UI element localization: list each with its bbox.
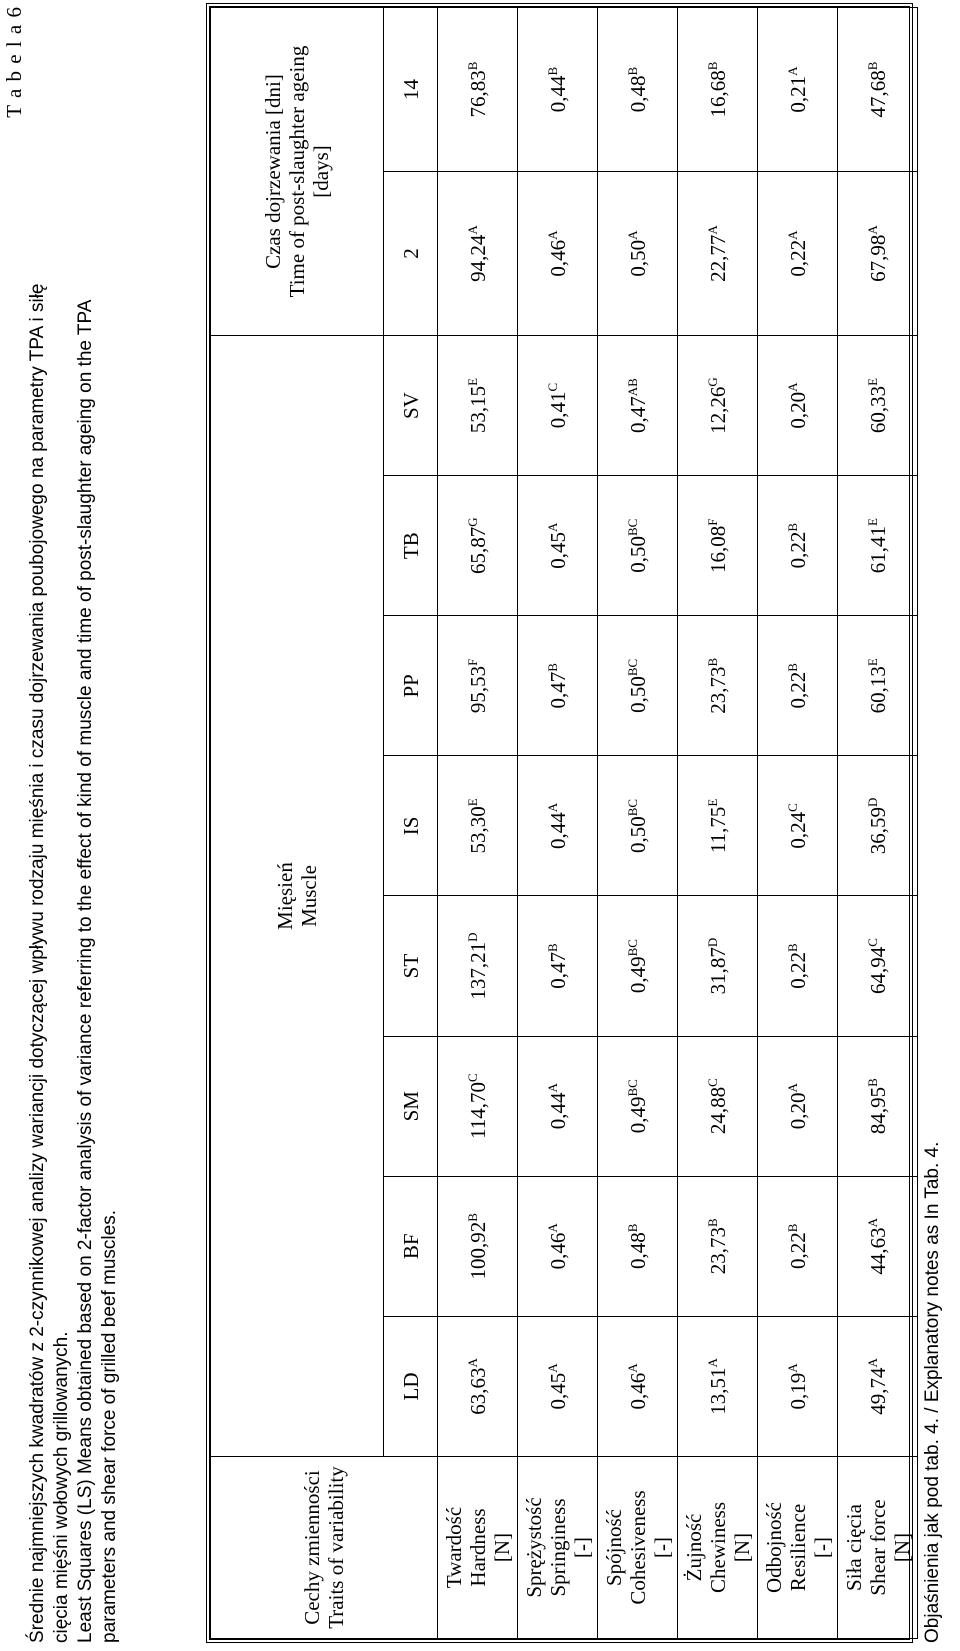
caption-polish-line-2: cięcia mięśni wołowych grillowanych.	[51, 1331, 72, 1643]
cell-value: 137,21	[465, 941, 490, 1000]
value-cell	[678, 8, 758, 172]
value-cell	[438, 616, 518, 756]
significance-letter: A	[784, 66, 800, 76]
cell-value: 0,50	[625, 676, 650, 713]
significance-letter: B	[544, 943, 560, 953]
cell-value: 100,92	[465, 1221, 490, 1280]
significance-letter: E	[704, 798, 720, 807]
value-cell	[438, 1316, 518, 1456]
significance-letter: E	[464, 377, 480, 386]
significance-letter: A	[544, 802, 560, 813]
value-cell	[678, 616, 758, 756]
value-cell	[438, 8, 518, 172]
cell-value: 0,49	[625, 956, 650, 994]
value-cell	[518, 616, 598, 756]
value-cell	[438, 172, 518, 336]
cell-value: 0,50	[625, 535, 650, 573]
muscle-header-polish: Mięsień	[273, 862, 297, 930]
cell-value: 0,44	[545, 75, 570, 113]
cell-value: 0,46	[625, 1372, 650, 1410]
significance-letter: C	[784, 803, 800, 812]
value-cell	[678, 336, 758, 476]
significance-letter: D	[704, 937, 720, 948]
value-cell	[598, 336, 678, 476]
trait-cell	[438, 1457, 518, 1639]
cell-value: 76,83	[465, 70, 490, 118]
trait-name-english: Springiness	[545, 1498, 570, 1597]
cell-value: 13,51	[705, 1367, 730, 1415]
value-cell	[518, 476, 598, 616]
significance-letter: B	[784, 522, 800, 532]
significance-letter: A	[864, 1218, 880, 1228]
value-cell	[518, 336, 598, 476]
column-header: IS	[384, 756, 438, 896]
significance-letter: A	[784, 1083, 800, 1093]
trait-unit: [-]	[569, 1537, 594, 1558]
table-frame	[206, 3, 913, 1643]
significance-letter: BC	[624, 518, 640, 536]
column-header: BF	[384, 1176, 438, 1316]
column-header: PP	[384, 616, 438, 756]
significance-letter: A	[864, 1358, 880, 1368]
trait-name-polish: Odbojność	[761, 1502, 786, 1593]
cell-value: 12,26	[705, 386, 730, 434]
significance-letter: BC	[624, 1079, 640, 1097]
corner-header-english: Traits of variability	[324, 1466, 348, 1629]
value-cell	[598, 172, 678, 336]
significance-letter: F	[704, 518, 720, 526]
cell-value: 60,33	[865, 385, 890, 434]
value-cell	[438, 896, 518, 1036]
significance-letter: C	[464, 1073, 480, 1083]
header-row-columns	[384, 8, 438, 1639]
cell-value: 0,45	[545, 532, 570, 569]
cell-value: 0,47	[625, 396, 650, 433]
significance-letter: A	[464, 225, 480, 235]
cell-value: 0,20	[785, 1092, 810, 1130]
significance-letter: B	[784, 1223, 800, 1233]
significance-letter: BC	[624, 939, 640, 957]
cell-value: 23,73	[705, 1227, 730, 1275]
cell-value: 53,30	[465, 806, 490, 854]
trait-name-english: Cohesiveness	[625, 1490, 650, 1605]
value-cell	[518, 1036, 598, 1176]
table-row	[518, 8, 598, 1639]
results-table	[210, 7, 918, 1639]
cell-value: 23,73	[705, 666, 730, 714]
significance-letter: C	[864, 938, 880, 947]
cell-value: 31,87	[705, 947, 730, 995]
significance-letter: B	[624, 66, 640, 76]
column-header: SV	[384, 336, 438, 476]
cell-value: 0,46	[545, 239, 570, 277]
table-footnote: Objaśnienia jak pod tab. 4. / Explanatory notes as In Tab. 4.	[922, 1141, 943, 1643]
value-cell	[758, 896, 838, 1036]
value-cell	[838, 756, 918, 896]
cell-value: 11,75	[705, 806, 730, 854]
cell-value: 64,94	[865, 946, 890, 995]
cell-value: 0,21	[785, 75, 810, 113]
value-cell	[598, 756, 678, 896]
cell-value: 0,48	[625, 75, 650, 113]
muscle-header-english: Muscle	[297, 865, 321, 927]
value-cell	[598, 1316, 678, 1456]
value-cell	[518, 1176, 598, 1316]
value-cell	[438, 336, 518, 476]
cell-value: 95,53	[465, 665, 490, 714]
cell-value: 61,41	[865, 526, 890, 574]
value-cell	[758, 1176, 838, 1316]
significance-letter: BC	[624, 798, 640, 817]
value-cell	[838, 336, 918, 476]
significance-letter: G	[704, 377, 720, 387]
significance-letter: A	[544, 230, 560, 240]
trait-name-polish: Twardość	[441, 1506, 466, 1589]
value-cell	[438, 1176, 518, 1316]
caption-polish-line-1: Średnie najmniejszych kwadratów z 2-czynnikowej analizy wariancji dotyczącej wpływu rodzaju mięśnia i czasu dojrzewania poubojowego na parametry TPA i siłę	[27, 283, 48, 1643]
significance-letter: A	[704, 225, 720, 235]
cell-value: 24,88	[705, 1086, 730, 1135]
significance-letter: A	[864, 225, 880, 235]
significance-letter: B	[864, 1078, 880, 1087]
value-cell	[438, 756, 518, 896]
muscle-group-header	[211, 336, 384, 1457]
significance-letter: A	[704, 1358, 720, 1368]
significance-letter: B	[704, 657, 720, 667]
trait-cell	[758, 1457, 838, 1639]
cell-value: 84,95	[865, 1086, 890, 1135]
cell-value: 0,48	[625, 1232, 650, 1270]
value-cell	[838, 1176, 918, 1316]
value-cell	[678, 1176, 758, 1316]
significance-letter: C	[544, 382, 560, 392]
cell-value: 0,47	[545, 671, 570, 709]
cell-value: 16,68	[705, 70, 730, 118]
ageing-time-group-header	[211, 8, 384, 336]
cell-value: 0,47	[545, 952, 570, 989]
value-cell	[838, 1316, 918, 1456]
significance-letter: BC	[624, 658, 640, 677]
significance-letter: B	[544, 66, 560, 76]
significance-letter: E	[464, 798, 480, 807]
cell-value: 0,22	[785, 952, 810, 989]
header-row-groups	[211, 8, 384, 1639]
cell-value: 0,44	[545, 812, 570, 850]
trait-unit: [-]	[809, 1537, 834, 1558]
trait-unit: [N]	[489, 1532, 514, 1563]
cell-value: 94,24	[465, 234, 490, 282]
significance-letter: B	[784, 663, 800, 672]
value-cell	[678, 1316, 758, 1456]
significance-letter: B	[544, 663, 560, 672]
table-row	[598, 8, 678, 1639]
cell-value: 49,74	[865, 1367, 890, 1415]
cell-value: 0,46	[545, 1232, 570, 1270]
value-cell	[598, 616, 678, 756]
significance-letter: E	[864, 377, 880, 386]
value-cell	[758, 476, 838, 616]
cell-value: 0,45	[545, 1372, 570, 1410]
caption-english-line-1: Least Squares (LS) Means obtained based on 2-factor analysis of variance referring to the effect of kind of muscle and time of post-slaughter ageing on the TPA	[75, 299, 96, 1643]
cell-value: 0,19	[785, 1372, 810, 1410]
cell-value: 0,22	[785, 1232, 810, 1270]
significance-letter: A	[544, 1223, 560, 1233]
significance-letter: D	[864, 797, 880, 808]
trait-name-english: Resilience	[785, 1503, 810, 1592]
trait-cell	[838, 1457, 918, 1639]
significance-letter: A	[544, 1363, 560, 1373]
significance-letter: D	[464, 932, 480, 942]
table-caption	[26, 3, 122, 1643]
value-cell	[678, 476, 758, 616]
caption-english-line-2: parameters and shear force of grilled beef muscles.	[99, 1210, 120, 1643]
value-cell	[438, 1036, 518, 1176]
cell-value: 22,77	[705, 234, 730, 282]
significance-letter: A	[784, 230, 800, 240]
column-header: 2	[384, 172, 438, 336]
table-row	[438, 8, 518, 1639]
value-cell	[758, 336, 838, 476]
trait-name-polish: Sprężystość	[521, 1497, 546, 1598]
value-cell	[838, 616, 918, 756]
trait-name-english: Chewiness	[705, 1502, 730, 1593]
value-cell	[838, 896, 918, 1036]
cell-value: 0,20	[785, 391, 810, 429]
column-header: 14	[384, 8, 438, 172]
column-header: SM	[384, 1036, 438, 1176]
value-cell	[678, 1036, 758, 1176]
significance-letter: B	[704, 61, 720, 71]
cell-value: 0,44	[545, 1092, 570, 1130]
value-cell	[438, 476, 518, 616]
table-number-label: T a b e l a 6	[2, 6, 26, 118]
trait-name-polish: Siła cięcia	[841, 1504, 866, 1591]
cell-value: 0,50	[625, 239, 650, 277]
trait-cell	[518, 1457, 598, 1639]
corner-header-polish: Cechy zmienności	[300, 1470, 324, 1625]
cell-value: 0,22	[785, 239, 810, 277]
column-header: ST	[384, 896, 438, 1036]
significance-letter: A	[784, 1363, 800, 1373]
trait-name-english: Hardness	[465, 1508, 490, 1587]
cell-value: 0,50	[625, 816, 650, 853]
cell-value: 0,22	[785, 671, 810, 709]
value-cell	[598, 8, 678, 172]
value-cell	[518, 172, 598, 336]
value-cell	[838, 476, 918, 616]
significance-letter: B	[864, 61, 880, 71]
ageing-header-polish: Czas dojrzewania [dni]	[261, 74, 285, 269]
cell-value: 65,87	[465, 526, 490, 575]
trait-unit: [-]	[649, 1537, 674, 1558]
trait-unit: [N]	[889, 1532, 914, 1563]
significance-letter: B	[784, 943, 800, 953]
cell-value: 0,24	[785, 811, 810, 849]
significance-letter: B	[464, 61, 480, 71]
value-cell	[598, 1036, 678, 1176]
significance-letter: A	[544, 1083, 560, 1093]
value-cell	[758, 616, 838, 756]
significance-letter: A	[624, 230, 640, 240]
trait-unit: [N]	[729, 1532, 754, 1563]
cell-value: 16,08	[705, 525, 730, 573]
value-cell	[838, 172, 918, 336]
cell-value: 63,63	[465, 1367, 490, 1415]
significance-letter: B	[464, 1213, 480, 1222]
cell-value: 60,13	[865, 666, 890, 714]
trait-cell	[598, 1457, 678, 1639]
significance-letter: E	[864, 658, 880, 667]
significance-letter: G	[464, 517, 480, 527]
column-header: TB	[384, 476, 438, 616]
significance-letter: A	[624, 1363, 640, 1373]
significance-letter: A	[464, 1358, 480, 1368]
significance-letter: C	[704, 1078, 720, 1087]
ageing-header-unit: [days]	[309, 145, 333, 198]
value-cell	[838, 8, 918, 172]
significance-letter: A	[784, 382, 800, 392]
cell-value: 0,49	[625, 1096, 650, 1134]
value-cell	[518, 1316, 598, 1456]
value-cell	[678, 756, 758, 896]
trait-cell	[678, 1457, 758, 1639]
trait-name-english: Shear force	[865, 1499, 890, 1596]
table-row	[678, 8, 758, 1639]
column-header: LD	[384, 1316, 438, 1456]
value-cell	[758, 1316, 838, 1456]
value-cell	[758, 1036, 838, 1176]
significance-letter: AB	[624, 378, 640, 397]
cell-value: 53,15	[465, 385, 490, 434]
table-row	[758, 8, 838, 1639]
value-cell	[518, 756, 598, 896]
value-cell	[758, 8, 838, 172]
trait-name-polish: Żujność	[681, 1513, 706, 1582]
cell-value: 36,59	[865, 807, 890, 855]
value-cell	[598, 1176, 678, 1316]
value-cell	[518, 8, 598, 172]
value-cell	[678, 896, 758, 1036]
cell-value: 44,63	[865, 1227, 890, 1275]
value-cell	[598, 476, 678, 616]
trait-name-polish: Spójność	[601, 1509, 626, 1587]
value-cell	[518, 896, 598, 1036]
significance-letter: F	[464, 658, 480, 666]
ageing-header-english: Time of post-slaughter ageing	[285, 45, 309, 298]
significance-letter: E	[864, 518, 880, 527]
value-cell	[838, 1036, 918, 1176]
cell-value: 67,98	[865, 234, 890, 282]
value-cell	[758, 172, 838, 336]
value-cell	[598, 896, 678, 1036]
cell-value: 47,68	[865, 70, 890, 118]
corner-header-cell	[211, 1457, 438, 1639]
table-row	[838, 8, 918, 1639]
value-cell	[758, 756, 838, 896]
significance-letter: B	[704, 1218, 720, 1228]
significance-letter: A	[544, 522, 560, 533]
significance-letter: B	[624, 1223, 640, 1233]
cell-value: 114,70	[465, 1082, 490, 1140]
cell-value: 0,22	[785, 531, 810, 569]
cell-value: 0,41	[545, 391, 570, 429]
value-cell	[678, 172, 758, 336]
